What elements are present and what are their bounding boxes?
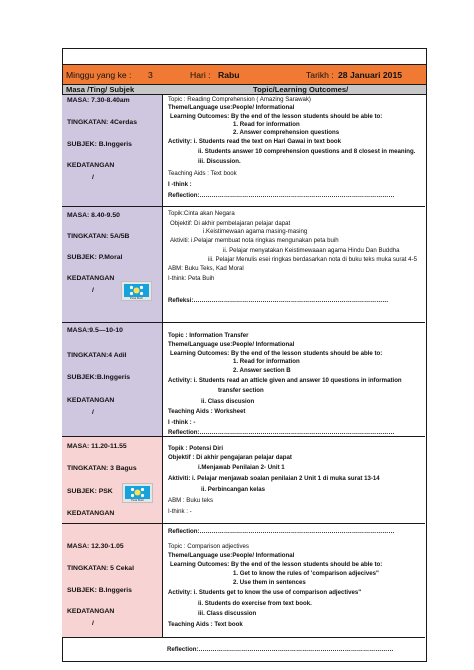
s5-activity-1: Activity: i. Students get to know the use of comparison adjectives" [168, 589, 362, 596]
s5-activity-2: ii. Students do exercise from text book. [198, 600, 312, 607]
s1-activity-2: ii. Students answer 10 comprehension questions and 8 closest in meaning. [198, 148, 416, 155]
s1-activity-1: Activity: i. Students read the text on Hari Gawai in text book [168, 138, 342, 145]
s1-activity-3: iii. Discussion. [198, 158, 241, 165]
s4-aktiviti-1: Aktiviti: i. Pelajar menjawab soalan penilaian 2 Unit 1 di muka surat 13-14 [168, 475, 380, 482]
s4-abm: ABM : Buku teks [168, 497, 214, 504]
session-4-meta [62, 437, 163, 524]
s1-reflection: Reflection:…………………………………………………………………………………… [168, 192, 395, 199]
s2-aktiviti-3: iii. Pelajar Menulis esei ringkas berdasarkan nota di buku teks muka surat 4-5 [208, 256, 417, 263]
session-4-content [163, 437, 425, 524]
s5-theme: Theme/Language use:People/ Informational [168, 552, 295, 559]
s4-objektif: Objektif : Di akhir pengajaran pelajar dapat [168, 454, 292, 461]
column-right-title: Topic/Learning Outcomes/ [253, 85, 349, 94]
s5-outcomes: Learning Outcomes: By the end of the lesson students should be able to: [170, 561, 383, 568]
s3-activity-1b: transfer section [218, 387, 264, 394]
day-value: Rabu [218, 70, 240, 80]
s5-activity-3: iii. Class discussion [198, 610, 257, 617]
session-5-slash: / [92, 620, 94, 627]
s1-theme: Theme/Language use:People/ Informational [168, 104, 295, 111]
s2-aktiviti-2: ii. Pelajar menyatakan Keistimewaaan agama Hindu Dan Buddha [223, 247, 400, 254]
s5-reflection-top: Reflection:…………………………………………………………………………………… [168, 528, 395, 535]
s4-objektif-i: i.Menjawab Penilaian 2- Unit 1 [198, 464, 285, 471]
s2-objektif-i: i.Keistimewaan agama masing-masing [203, 228, 308, 235]
session-2-kedatangan: KEDATANGAN [67, 275, 115, 282]
session-1-kedatangan: KEDATANGAN [67, 162, 115, 169]
s2-ithink: I-think: Peta Buih [168, 275, 215, 282]
s2-aktiviti-1: Aktiviti: i.Pelajar membuat nota ringkas mengunakan peta buih [170, 237, 339, 244]
session-5-masa: MASA: 12.30-1.05 [67, 543, 124, 550]
s5-aids: Teaching Aids : Text book [168, 621, 243, 628]
s3-topic: Topic : Information Transfer [168, 332, 249, 339]
session-2-content [163, 207, 425, 323]
header-bar [63, 65, 426, 85]
session-3-meta [62, 323, 163, 437]
session-4-tingkatan: TINGKATAN: 3 Bagus [67, 465, 137, 472]
session-5-meta [62, 524, 163, 638]
session-4-masa: MASA: 11.20-11.55 [67, 443, 127, 450]
session-1-subjek: SUBJEK: B.Inggeris [67, 141, 132, 148]
day-label: Hari : [190, 70, 211, 80]
peta-buih-logo [121, 281, 152, 301]
logo-caption: Peta Buih [130, 498, 144, 502]
s1-topic: Topic : Reading Comprehension ( Amazing Sarawak) [168, 96, 311, 103]
bubble-map-icon [130, 487, 145, 498]
session-3-subjek: SUBJEK:B.Inggeris [67, 374, 131, 381]
s1-aids: Teaching Aids : Text book [168, 170, 237, 177]
s5-topic: Topic : Comparison adjectives [168, 543, 249, 550]
session-1-masa: MASA: 7.30-8.40am [67, 97, 130, 104]
session-5-content [163, 524, 425, 638]
column-header [63, 85, 426, 95]
s2-objektif: Objektif: Di akhir pembelajaran pelajar dapat [170, 220, 291, 227]
session-3-slash: / [92, 409, 94, 416]
s3-ithink: I -think : - [168, 419, 196, 426]
s3-outcomes: Learning Outcomes: By the end of the lesson students should be able to: [170, 350, 383, 357]
footer-reflection: Reflection:…………………………………………………………………………………… [167, 646, 394, 653]
session-2-tingkatan: TINGKATAN: 5A/5B [67, 233, 130, 240]
bubble-map-icon [129, 285, 144, 296]
session-5-kedatangan: KEDATANGAN [67, 608, 115, 615]
date-value: 28 Januari 2015 [338, 70, 403, 80]
date-label: Tarikh : [306, 70, 334, 80]
week-value: 3 [148, 70, 153, 80]
s3-theme: Theme/Language use:People/ Informational [168, 341, 295, 348]
s5-outcome-2: 2. Use them in sentences [233, 579, 306, 586]
session-1-slash: / [92, 174, 94, 181]
s5-outcome-1: 1. Get to know the rules of 'comparison adjecives" [233, 570, 379, 577]
s4-aktiviti-2: ii. Perbincangan kelas [201, 486, 266, 493]
session-4-subjek: SUBJEK: PSK [67, 488, 113, 495]
session-1-meta [62, 95, 163, 207]
s3-aids: Teaching Aids : Worksheet [168, 408, 246, 415]
session-3-tingkatan: TINGKATAN:4 Adil [67, 352, 127, 359]
s2-topik: Topik:Cinta akan Negara [168, 210, 235, 217]
session-3-content [163, 323, 425, 437]
s1-outcome-2: 2. Answer comprehension questions [233, 129, 340, 136]
session-1-tingkatan: TINGKATAN: 4Cerdas [67, 119, 137, 126]
week-label: Minggu yang ke : [66, 70, 132, 80]
s3-outcome-2: 2. Answer section B [233, 367, 291, 374]
session-5-tingkatan: TINGKATAN: 5 Cekal [67, 565, 134, 572]
s3-activity-2: ii. Class discusion [201, 398, 255, 405]
session-2-meta [62, 207, 163, 323]
top-band [63, 49, 426, 65]
s1-ithink: I -think : [168, 181, 192, 188]
s4-topik: Topik : Potensi Diri [168, 445, 224, 452]
s1-outcome-1: 1. Read for information [233, 121, 300, 128]
session-4-kedatangan: KEDATANGAN [67, 510, 115, 517]
session-2-subjek: SUBJEK: P.Moral [67, 254, 123, 261]
session-2-slash: / [92, 287, 94, 294]
session-1-content [163, 95, 425, 207]
s3-reflection: Reflection:…………………………………………………………………………………… [168, 429, 395, 436]
column-left-title: Masa /Ting/ Subjek [66, 85, 135, 94]
logo-caption: Peta Buih [129, 296, 143, 300]
peta-buih-logo [122, 483, 153, 503]
s1-outcomes: Learning Outcomes: By the end of the lesson students should be able to: [170, 113, 383, 120]
s2-refleksi: Refleksi:…………………………………………………………………………………… [168, 297, 389, 304]
session-3-masa: MASA:9.5—10-10 [67, 327, 123, 334]
s4-ithink: I-think : - [168, 508, 192, 515]
s3-activity-1: Activity: i. Students read an atticle given and answer 10 questions in information [168, 377, 402, 384]
s3-outcome-1: 1. Read for information [233, 358, 300, 365]
session-2-masa: MASA: 8.40-9.50 [67, 212, 120, 219]
session-5-subjek: SUBJEK: B.Inggeris [67, 587, 132, 594]
session-3-kedatangan: KEDATANGAN [67, 397, 115, 404]
s2-abm: ABM: Buku Teks, Kad Moral [168, 265, 244, 272]
